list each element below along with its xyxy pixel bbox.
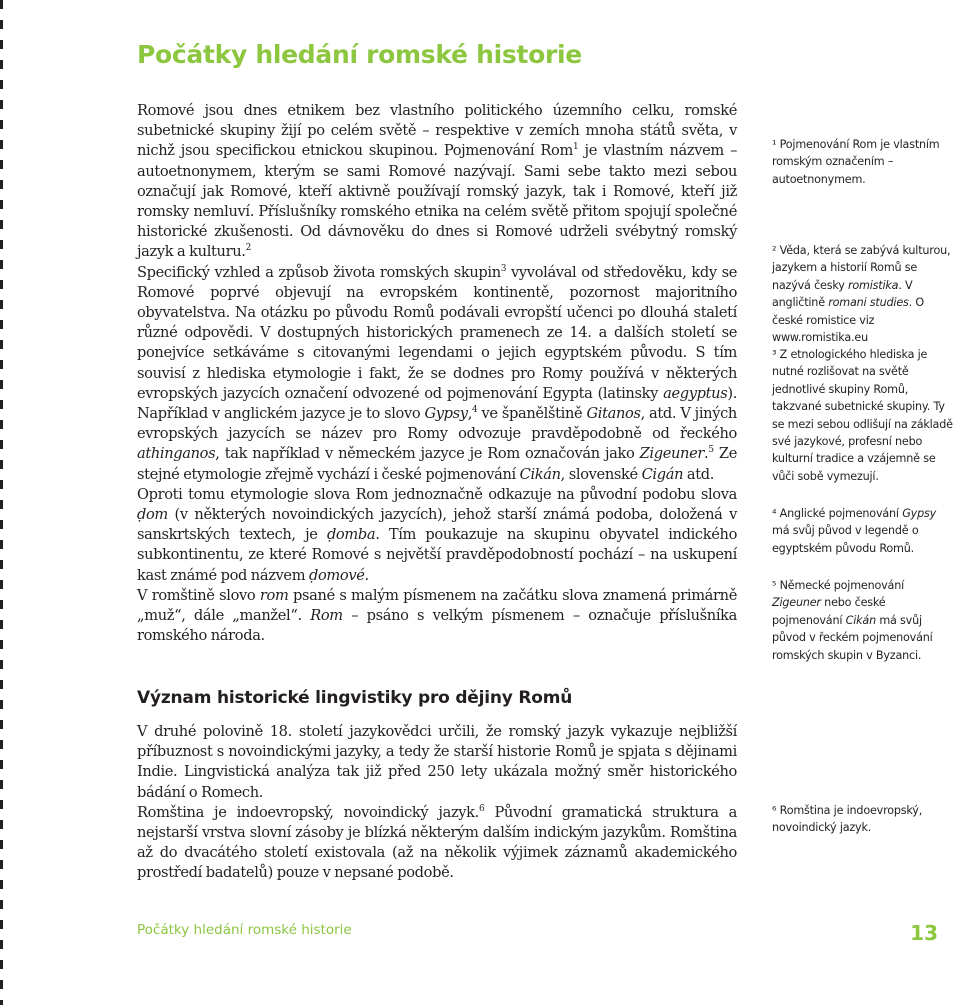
italic-term: Gypsy	[424, 405, 468, 423]
footnote-3	[772, 346, 956, 485]
italic-term: aegyptus	[663, 384, 728, 402]
paragraph: Specifický vzhled a způsob života romských skupin$^3$ vyvolával od středověku, kdy se Romové poprvé objevují na evropském kontinentě, pozornost majoritního obyvatelstva. Na otázku po původu Romů podávali evropští učenci po dlouhá staletí různé odpovědi. V dostupných historických pramenech ze 14. a dalších století se ponejvíce setkáváme s citovanými legendami o jejich egyptském původu. S tím souvisí z hlediska etymologie i fakt, že se dodnes pro Romy používá v některých evropských jazycích označení odvozené od pojmenování Egypta (latinsky aegyptus). Například v anglickém jazyce je to slovo Gypsy,$^4$ ve španělštině Gitanos, atd. V jiných evropských jazycích se název pro Romy odvozuje pravděpodobně od řeckého athinganos, tak například v německém jazyce je Rom označován jako Zigeuner.$^5$ Ze stejné etymologie zřejmě vychází i české pojmenování Cikán, slovenské Cigán atd.	[137, 263, 738, 483]
footnote-ref: 6	[478, 803, 485, 814]
footnote-ref: 2	[245, 243, 251, 254]
paragraph: V romštině slovo rom psané s malým písmenem na začátku slova znamená primárně „muž“, dále „manžel“. Rom – psáno s velkým písmenem – označuje příslušníka romského národa.	[137, 586, 737, 645]
footnote-text: ² Věda, která se zabývá kulturou, jazykem a historií Romů se nazývá česky romistika. V angličtině romani studies. O české romistice viz www.romistika.eu	[772, 244, 951, 345]
italic-term: Cikán	[845, 613, 876, 627]
footnote-text: ³ Z etnologického hlediska je nutné rozlišovat na světě jednotlivé skupiny Romů, takzvané subetnické skupiny. Ty se mezi sebou odlišují na základě své jazykové, profesní nebo kulturní tradice a vzájemně se vůči sobě vymezují.	[772, 348, 953, 483]
footnote-ref: 4	[471, 405, 478, 416]
footnote-ref: 5	[708, 445, 714, 456]
italic-term: Gitanos	[586, 405, 641, 423]
footnote-1	[772, 136, 956, 188]
italic-term: rom	[259, 586, 289, 604]
italic-term: Cigán	[641, 465, 684, 483]
italic-term: ḍomové	[309, 566, 365, 584]
footnote-ref: 3	[500, 263, 507, 274]
italic-term: Gypsy	[902, 507, 937, 520]
section-heading: Význam historické lingvistiky pro dějiny Romů	[137, 688, 573, 708]
footnote-text: ¹ Pojmenování Rom je vlastním romským označením – autoetnonymem.	[772, 138, 940, 186]
footnote-6	[772, 802, 956, 837]
main-text	[137, 101, 737, 646]
italic-term: athinganos	[137, 445, 216, 463]
footnote-2	[772, 242, 956, 346]
italic-term: romani studies	[828, 296, 909, 310]
section-text	[137, 722, 737, 884]
italic-term: Zigeuner	[772, 596, 821, 610]
footnote-ref: 1	[572, 142, 579, 153]
crop-marks	[0, 0, 3, 1005]
italic-term: ḍomba	[326, 526, 376, 544]
italic-term: Zigeuner	[639, 445, 705, 463]
footnote-text: ⁶ Romština je indoevropský, novoindický jazyk.	[772, 804, 923, 835]
paragraph: Romština je indoevropský, novoindický jazyk.$^6$ Původní gramatická struktura a nejstarší vrstva slovní zásoby je blízká některým dalším indickým jazykům. Romština až do dvacátého století existovala (až na několik výjimek záznamů akademického prostředí badatelů) pouze v nepsané podobě.	[137, 803, 738, 882]
running-footer: Počátky hledání romské historie	[137, 922, 352, 938]
page-title: Počátky hledání romské historie	[137, 40, 582, 69]
italic-term: Rom	[310, 607, 343, 625]
paragraph: V druhé polovině 18. století jazykovědci určili, že romský jazyk vykazuje nejbližší příbuznost s novoindickými jazyky, a tedy že starší historie Romů je spjata s dějinami Indie. Lingvistická analýza tak již před 250 lety ukázala možný směr historického bádání o Romech.	[137, 723, 737, 801]
italic-term: ḍom	[137, 506, 168, 524]
paragraph: Oproti tomu etymologie slova Rom jednoznačně odkazuje na původní podobu slova ḍom (v některých novoindických jazycích), jehož starší známá podoba, doložená v sanskrtských textech, je ḍomba. Tím poukazuje na skupinu obyvatel indického subkontinentu, ze které Romové s největší pravděpodobností pochází – na uskupení kast známé pod názvem ḍomové.	[137, 485, 738, 584]
footnote-text: ⁵ Německé pojmenování Zigeuner nebo české pojmenování Cikán má svůj původ v řeckém pojmenování romských skupin v Byzanci.	[772, 579, 933, 662]
footnote-4	[772, 505, 956, 557]
footnote-5	[772, 577, 956, 664]
italic-term: Cikán	[519, 465, 561, 483]
footnote-text: ⁴ Anglické pojmenování Gypsy má svůj původ v legendě o egyptském původu Romů.	[772, 507, 937, 555]
italic-term: romistika	[848, 278, 899, 292]
paragraph: Romové jsou dnes etnikem bez vlastního politického územního celku, romské subetnické skupiny žijí po celém světě – respektive v zemích mnoha států světa, v nichž jsou specifickou etnickou skupinou. Pojmenování Rom$^1$ je vlastním názvem – autoetnonymem, kterým se sami Romové nazývají. Sami sebe takto mezi sebou označují jak Romové, kteří aktivně používají romský jazyk, tak i Romové, kteří již romsky nemluví. Příslušníky romského etnika na celém světě přitom spojují společné historické zkušenosti. Od dávnověku do dnes si Romové udrželi svébytný romský jazyk a kulturu.$^2$	[137, 102, 738, 261]
page-number: 13	[910, 921, 938, 945]
